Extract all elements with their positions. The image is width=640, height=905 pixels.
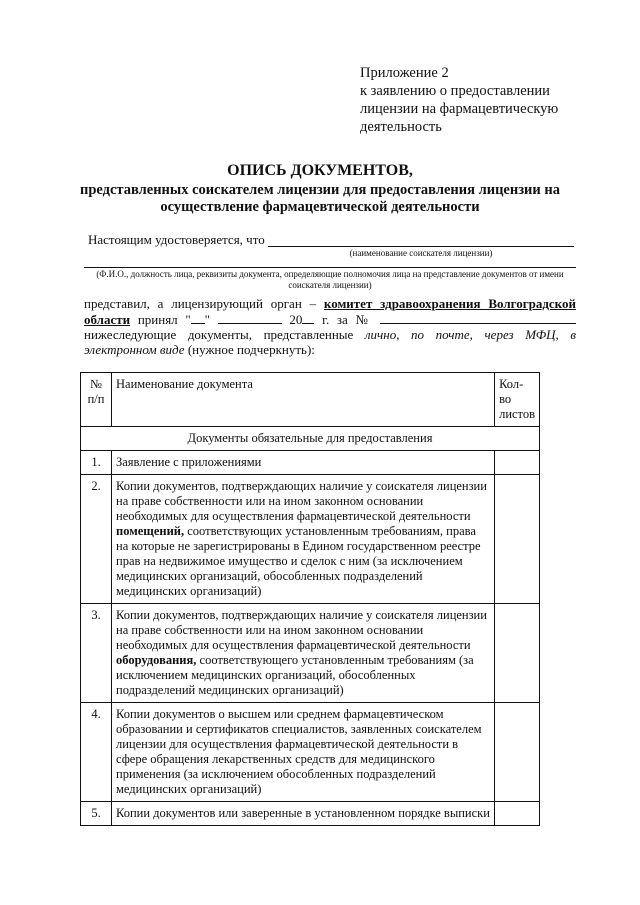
- header-qty: Кол-во листов: [495, 373, 540, 427]
- row-num: 3.: [81, 604, 112, 703]
- applicant-name-note: (наименование соискателя лицензии): [349, 248, 493, 258]
- row-bold: помещений,: [116, 524, 185, 538]
- row-text: Копии документов, подтверждающих наличие у соискателя лицензии на праве собственности или на ином законном основании необходимых для осуществления фармацевтической деятельности: [116, 479, 487, 523]
- row-qty-cell[interactable]: [495, 451, 540, 475]
- day-blank: [191, 311, 205, 324]
- section-row: [81, 427, 540, 451]
- appendix-line: Приложение 2: [360, 65, 449, 81]
- person-details-note: (Ф.И.О., должность лица, реквизиты документа, определяющие полномочия лица на представление документов от имени соискателя лицензии): [96, 269, 564, 290]
- row-num: 5.: [81, 802, 112, 826]
- row-num: 2.: [81, 475, 112, 604]
- person-details-line: [84, 267, 576, 268]
- documents-table: [80, 372, 540, 826]
- row-text: соответствующего установленным требованиям (за исключением медицинских организаций, обособленных подразделений медицинских организаций): [116, 653, 474, 697]
- row-text: соответствующих установленным требованиям, права на которые не зарегистрированы в Едином государственном реестре прав на недвижимое имущество и сделок с ним (за исключением медицинских организаций, обособленных подразделений медицинских организаций): [116, 524, 481, 598]
- row-qty-cell[interactable]: [495, 604, 540, 703]
- table-row: [81, 703, 540, 802]
- certify-text: Настоящим удостоверяется, что: [88, 232, 265, 247]
- table-row: [81, 802, 540, 826]
- row-name: Копии документов о высшем или среднем фармацевтическом образовании и сертификатов специалистов, заявленных соискателем лицензии для осуществления фармацевтической деятельности в сфере обращения лекарственных средств для медицинского применения (за исключением обособленных подразделений медицинских организаций): [112, 703, 495, 802]
- body-part: (нужное подчеркнуть):: [187, 342, 315, 357]
- month-blank: [218, 311, 282, 324]
- body-part: представил, а лицензирующий орган –: [84, 296, 317, 311]
- table-row: [81, 475, 540, 604]
- appendix-line: деятельность: [360, 119, 442, 135]
- row-text: Копии документов, подтверждающих наличие у соискателя лицензии на праве собственности или на ином законном основании необходимых для осуществления фармацевтической деятельности: [116, 608, 487, 652]
- body-part: принял ": [137, 312, 191, 327]
- body-part: ": [204, 312, 210, 327]
- body-part: 20: [289, 312, 303, 327]
- appendix-line: к заявлению о предоставлении: [360, 83, 550, 99]
- row-name: [112, 475, 495, 604]
- row-name: Копии документов или заверенные в установленном порядке выписки: [112, 802, 495, 826]
- submission-ways: лично, по почте, через МФЦ, в электронном виде: [84, 327, 577, 357]
- row-name: Заявление с приложениями: [112, 451, 495, 475]
- document-title: ОПИСЬ ДОКУМЕНТОВ,: [227, 162, 413, 179]
- row-qty-cell[interactable]: [495, 703, 540, 802]
- year-blank: [302, 311, 314, 324]
- number-blank: [380, 311, 576, 324]
- row-bold: оборудования,: [116, 653, 197, 667]
- table-row: [81, 451, 540, 475]
- appendix-line: лицензии на фармацевтическую: [360, 101, 559, 117]
- row-name: [112, 604, 495, 703]
- body-part: г. за №: [322, 312, 373, 327]
- applicant-name-line: [268, 246, 574, 247]
- table-row: [81, 604, 540, 703]
- header-num: № п/п: [81, 373, 112, 427]
- row-qty-cell[interactable]: [495, 802, 540, 826]
- licensing-agency: комитет здравоохранения Волгоградской области: [84, 296, 576, 327]
- appendix-block: [360, 64, 630, 136]
- body-paragraph: [84, 296, 576, 357]
- body-part: нижеследующие документы, представленные: [84, 327, 354, 342]
- row-qty-cell[interactable]: [495, 475, 540, 604]
- row-num: 1.: [81, 451, 112, 475]
- header-name: Наименование документа: [112, 373, 495, 427]
- section-title: Документы обязательные для предоставления: [81, 427, 540, 451]
- row-num: 4.: [81, 703, 112, 802]
- table-header-row: [81, 373, 540, 427]
- document-subtitle: представленных соискателем лицензии для предоставления лицензии на осуществление фармацевтической деятельности: [80, 182, 560, 215]
